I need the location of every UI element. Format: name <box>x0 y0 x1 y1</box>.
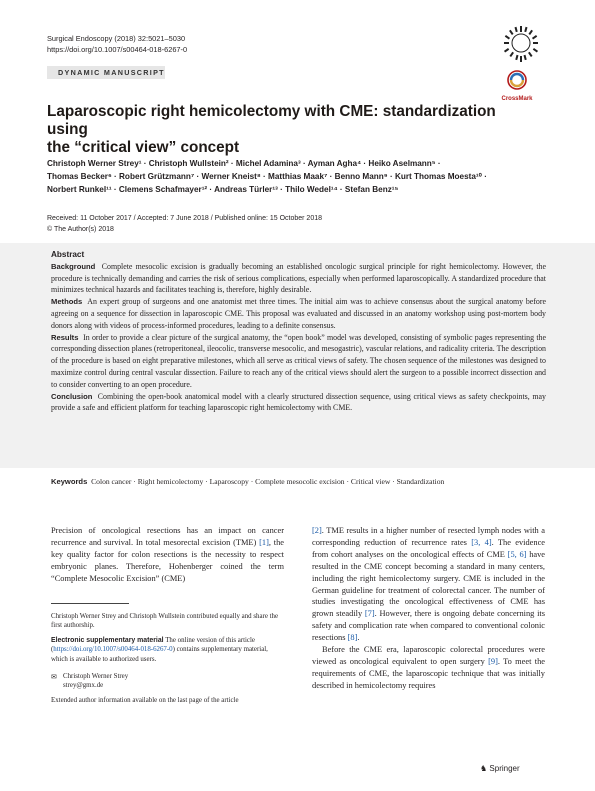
title-line-1: Laparoscopic right hemicolectomy with CME: standardization using <box>47 103 496 138</box>
article-title <box>47 103 517 157</box>
para-text: . To meet the requirements of CME, the laparoscopic technique that was initially described in hemicolectomy requires <box>312 656 545 690</box>
paragraph-2 <box>312 644 545 692</box>
publication-dates <box>47 214 322 235</box>
history-dates: Received: 11 October 2017 / Accepted: 7 June 2018 / Published online: 15 October 2018 <box>47 215 323 222</box>
conclusion-text: Combining the open-book anatomical model with a clearly structured dissection sequence, using critical views as safety checkpoints, may provide a safe and efficient platform for teaching laparoscopic right hemicolectomy with CME. <box>51 391 546 413</box>
contact-name: Christoph Werner Strey <box>63 673 129 681</box>
extended-info-note: Extended author information available on the last page of the article <box>51 696 239 704</box>
corresponding-author <box>51 672 281 691</box>
esm-doi-link[interactable]: https://doi.org/10.1007/s00464-018-6267-0 <box>53 646 173 654</box>
crossmark-badge[interactable] <box>488 70 546 100</box>
background-text: Complete mesocolic excision is gradually becoming an established oncologic surgical principle for right hemicolectomy. However, the procedure is technically demanding and carries the risk of serious complications, especially when performed laparoscopically. A standardized procedure that minimizes technical hazards and facilitates teaching is, therefore, highly desirable. <box>51 261 546 295</box>
citation-link[interactable]: [9] <box>488 656 498 666</box>
results-text: In order to provide a clear picture of the surgical anatomy, the “open book” model was developed, consisting of symbolic pages representing the corresponding dissection planes (retroperitoneal, ileocolic, transverse mesocolic, and mesogastric), vascular relations, and radicality criteria. The description of the procedure is based on eight preparative milestones, which all serve as critical views of safety. The chosen sequence of the milestones was designed to maximize control during central vascular dissection. Failure to reach any of the critical views should alert the surgeon to a possible incorrect dissection and to consider converting to an open procedure. <box>51 332 546 389</box>
article-type-banner <box>47 66 165 79</box>
article-type-label: DYNAMIC MANUSCRIPT <box>58 68 165 77</box>
methods-label: Methods <box>51 297 83 307</box>
authors-line-2: Thomas Becker⁶ · Robert Grützmann⁷ · Werner Kneist⁸ · Matthias Maak⁷ · Benno Mann⁹ · Kurt Thomas Moesta¹⁰ · <box>47 172 487 181</box>
society-seal-icon <box>493 24 551 64</box>
citation-link[interactable]: [8] <box>347 633 358 643</box>
abstract-results <box>51 332 546 391</box>
journal-logo <box>493 24 551 64</box>
results-label: Results <box>51 332 79 342</box>
citation-link[interactable]: [7] <box>364 609 375 619</box>
body-column-left <box>51 525 284 585</box>
abstract-conclusion <box>51 391 546 415</box>
background-label: Background <box>51 261 96 271</box>
crossmark-icon <box>507 70 527 90</box>
title-line-2: the “critical view” concept <box>47 139 240 156</box>
para-text: . The evidence from cohort analyses on the oncological effects of CME <box>312 537 546 559</box>
citation-link[interactable]: [5, 6] <box>507 549 527 559</box>
abstract-box <box>0 243 595 468</box>
abstract-background <box>51 261 546 296</box>
abstract-heading: Abstract <box>51 250 85 259</box>
para-text: Before the CME era, laparoscopic colorectal procedures were viewed as oncological equivalent to open surgery <box>312 645 545 666</box>
intro-text-2: , the key quality factor for colon resections is the necessity to respect embryonic planes. Therefore, Hohenberger coined the term “Complete Mesocolic Excision” (CME) <box>51 537 285 583</box>
equal-contribution-note: Christoph Werner Strey and Christoph Wullstein contributed equally and share the first authorship. <box>51 613 279 630</box>
abstract-content <box>51 249 546 414</box>
journal-citation: Surgical Endoscopy (2018) 32:5021–5030 <box>47 34 186 43</box>
para-text: have resulted in the CME concept becoming a standard in many centers, including the right hemicolectomy surgery. CME is included in the German guideline for treatment of colorectal cancer. The number of studies investigating the oncological effectiveness of CME has grown steadily <box>312 549 546 619</box>
authors-line-1: Christoph Werner Strey¹ · Christoph Wullstein² · Michel Adamina³ · Ayman Agha⁴ · Heiko Aselmann⁵ · <box>47 159 441 168</box>
footnotes <box>51 612 281 710</box>
methods-text: An expert group of surgeons and one anatomist met three times. The initial aim was to achieve consensus about the surgical anatomy before agreeing on a sequence for dissection in laparoscopic CME. This proposal was evaluated and discussed in an anatomy workshop using post-mortem body donors along with videos of process-informed procedures, leading to a definite consensus. <box>51 297 546 330</box>
para-text: . However, there is ongoing debate concerning its safety and complication rate when compared to conventional colonic resections <box>312 609 545 643</box>
citation-link[interactable]: [2] <box>312 526 322 535</box>
para-text: . TME results in a higher number of resected lymph nodes with a corresponding reduction of recurrence rates <box>312 526 545 547</box>
springer-horse-icon: ♞ <box>480 764 488 773</box>
doi-link[interactable]: https://doi.org/10.1007/s00464-018-6267-0 <box>47 45 188 54</box>
esm-label: Electronic supplementary material <box>51 636 164 644</box>
paragraph-1 <box>312 525 545 644</box>
copyright-line: © The Author(s) 2018 <box>47 225 114 233</box>
keywords <box>51 476 546 488</box>
conclusion-label: Conclusion <box>51 391 93 401</box>
esm-text-2: ) contains supplementary material, which is available to authorized users. <box>51 646 268 663</box>
para-text: . <box>357 633 360 643</box>
contact-email[interactable]: strey@gmx.de <box>63 682 104 690</box>
keywords-label: Keywords <box>51 477 88 486</box>
citation-link[interactable]: [1] <box>259 537 269 547</box>
body-column-right <box>312 525 545 692</box>
supplementary-note <box>51 636 281 664</box>
intro-text-1: Precision of oncological resections has an impact on cancer recurrence and survival. In total mesorectal excision (TME) <box>51 526 284 547</box>
publisher-name: Springer <box>489 764 520 773</box>
crossmark-label: CrossMark <box>501 96 533 102</box>
abstract-methods <box>51 296 546 331</box>
keywords-text: Colon cancer · Right hemicolectomy · Laparoscopy · Complete mesocolic excision · Critical view · Standardization <box>91 477 445 486</box>
esm-text-1: The online version of this article ( <box>51 636 255 654</box>
publisher-logo <box>480 764 520 773</box>
journal-header <box>47 33 187 55</box>
authors-line-3: Norbert Runkel¹¹ · Clemens Schafmayer¹² · Andreas Türler¹³ · Thilo Wedel¹⁴ · Stefan Benz¹⁵ <box>47 185 399 194</box>
author-list <box>47 157 547 196</box>
citation-link[interactable]: [3, 4] <box>471 537 492 547</box>
email-icon: ✉ <box>51 673 57 682</box>
footnote-divider <box>51 603 129 604</box>
